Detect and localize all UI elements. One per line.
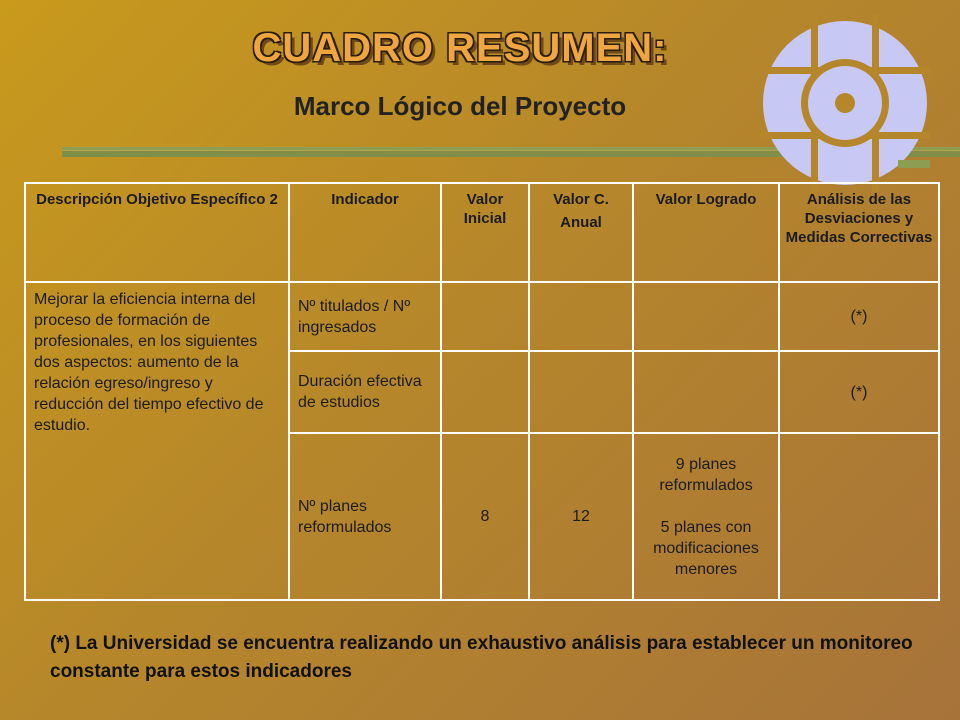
valor-logrado-line2: 5 planes con modificaciones menores [653, 518, 759, 578]
valor-c-anual-cell [529, 282, 633, 351]
header-valor-c-line2: Anual [560, 214, 602, 231]
valor-c-anual-cell: 12 [529, 433, 633, 600]
header-analisis: Análisis de las Desviaciones y Medidas Correctivas [779, 183, 939, 282]
page-title: CUADRO RESUMEN: [252, 26, 668, 70]
valor-c-anual-cell [529, 351, 633, 433]
footnote: (*) La Universidad se encuentra realizando un exhaustivo análisis para establecer un monitoreo constante para estos indicadores [50, 633, 913, 682]
header-valor-logrado: Valor Logrado [633, 183, 779, 282]
institutional-emblem-icon [760, 14, 930, 192]
header-indicador: Indicador [289, 183, 441, 282]
table-row [25, 282, 939, 351]
header-valor-c-line1: Valor C. [553, 191, 609, 208]
valor-logrado-cell [633, 351, 779, 433]
analisis-cell: (*) [779, 282, 939, 351]
valor-inicial-cell [441, 351, 529, 433]
objective-description: Mejorar la eficiencia interna del proceso de formación de profesionales, en los siguientes dos aspectos: aumento de la relación egreso/ingreso y reducción del tiempo efectivo de estudio. [25, 282, 289, 600]
indicator-cell: Nº titulados / Nº ingresados [289, 282, 441, 351]
table-header-row [25, 183, 939, 282]
header-valor-c-anual [529, 183, 633, 282]
analisis-cell: (*) [779, 351, 939, 433]
page-subtitle: Marco Lógico del Proyecto [293, 91, 627, 121]
valor-logrado-cell [633, 433, 779, 600]
header-descripcion: Descripción Objetivo Específico 2 [25, 183, 289, 282]
header-valor-inicial: Valor Inicial [441, 183, 529, 282]
valor-logrado-cell [633, 282, 779, 351]
indicator-cell: Nº planes reformulados [289, 433, 441, 600]
indicator-cell: Duración efectiva de estudios [289, 351, 441, 433]
valor-inicial-cell [441, 282, 529, 351]
summary-table [24, 182, 940, 601]
analisis-cell [779, 433, 939, 600]
valor-inicial-cell: 8 [441, 433, 529, 600]
valor-logrado-line1: 9 planes reformulados [659, 455, 753, 494]
